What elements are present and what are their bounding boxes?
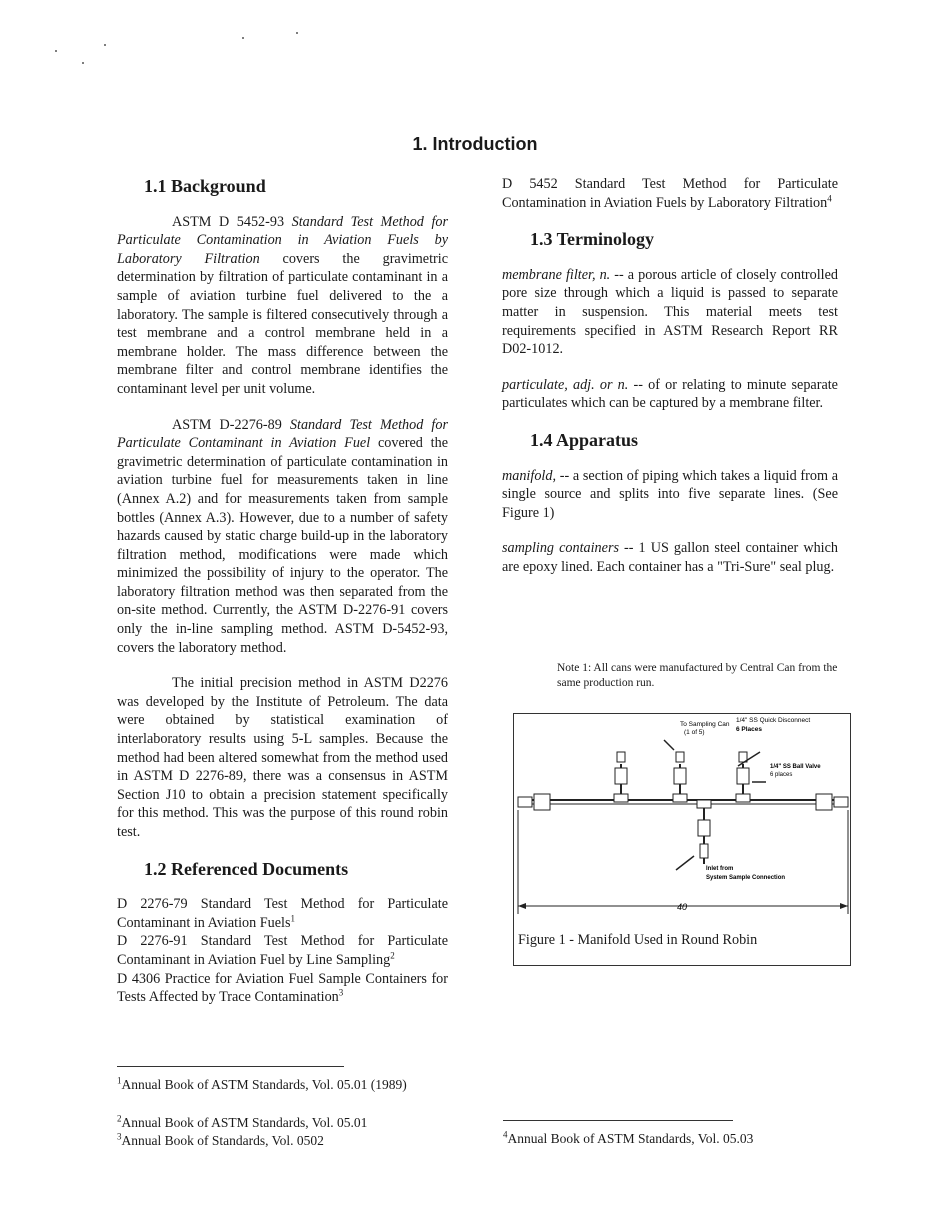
- definition: -- a porous article of closely controlled pore size through which a liquid is passed to separate matter in suspension. This material meets test requirements specified in ASTM Research Report RR D02-1012.: [502, 266, 838, 358]
- label-one-of-five: (1 of 5): [684, 729, 705, 736]
- reference-list: [117, 895, 448, 1007]
- footnote-marker: 4: [827, 192, 832, 203]
- reference-item: [117, 932, 448, 969]
- paragraph-text: covered the gravimetric determination of particulate contamination in aviation turbine fuel for measurements taken in line (Annex A.2) and for measurements taken from sample bottles (Annex A.3). However, due to a number of safety hazards caused by static charge build-up in the laboratory filtration method, modifications were made which minimized the possibility of injury to the operator. The laboratory filtration method was then separated from the on-site method. Currently, the ASTM D-2276-91 covers only the in-line sampling method. ASTM D-5452-93, covers the laboratory method.: [117, 435, 448, 656]
- scan-speck: [242, 37, 244, 39]
- footnote-text: Annual Book of ASTM Standards, Vol. 05.01: [121, 1115, 368, 1130]
- label-disconnect: 1/4" SS Quick Disconnect: [736, 717, 811, 724]
- branch-1: [614, 752, 628, 802]
- ball-valve-right: [816, 794, 832, 810]
- footnote-number: 1: [117, 1075, 122, 1086]
- page-title: 1. Introduction: [412, 134, 538, 154]
- footnote-text: Annual Book of ASTM Standards, Vol. 05.03: [507, 1131, 754, 1146]
- label-inlet: Inlet from: [706, 866, 734, 872]
- note-1: Note 1: All cans were manufactured by Central Can from the same production run.: [557, 662, 838, 689]
- term-sampling-containers: [502, 539, 838, 576]
- scan-speck: [296, 32, 298, 34]
- paragraph-text: covers the gravimetric determination by filtration of particulate contaminant in a sample of aviation turbine fuel delivered to the a laboratory. The sample is filtered consecutively through a test membrane and a control membrane held in a membrane holder. The mass difference between the membrane filter and control membrane identifies the contaminant level per unit volume.: [117, 250, 449, 397]
- arrowhead-icon: [840, 903, 848, 909]
- term-manifold: [502, 467, 838, 523]
- right-column: [502, 175, 838, 577]
- footnote-marker: 1: [290, 913, 296, 924]
- footnote-number: 3: [117, 1131, 122, 1142]
- heading-references: 1.2 Referenced Documents: [144, 858, 349, 879]
- heading-apparatus: 1.4 Apparatus: [530, 429, 639, 450]
- ball-valve-left: [534, 794, 550, 810]
- figure-1: [513, 713, 851, 966]
- scan-speck: [104, 44, 106, 46]
- footnote-number: 4: [503, 1129, 508, 1140]
- term-membrane-filter: [502, 266, 838, 359]
- definition: -- 1 US gallon steel container which are epoxy lined. Each container has a "Tri-Sure" seal plug.: [502, 540, 839, 575]
- standard-title: Standard Test Method for Particulate Contaminant in Aviation Fuel: [117, 416, 448, 452]
- term: particulate, adj. or n.: [502, 376, 629, 393]
- label-ball-valve: 1/4" SS Ball Valve: [770, 764, 821, 770]
- astm-ref: ASTM D 5452-93: [172, 213, 292, 230]
- label-sampling: To Sampling Can: [680, 721, 730, 728]
- term: manifold,: [502, 467, 556, 484]
- reference-text: D 4306 Practice for Aviation Fuel Sample Containers for Tests Affected by Trace Contamination: [117, 970, 448, 1006]
- footnote-number: 2: [117, 1113, 122, 1124]
- figure-caption: Figure 1 - Manifold Used in Round Robin: [518, 932, 758, 948]
- standard-title: Standard Test Method for Particulate Contamination in Aviation Fuels by Laboratory Filtration: [117, 213, 448, 267]
- manifold-diagram: [514, 714, 852, 967]
- footnote-4: [503, 1130, 753, 1148]
- label-six-places: 6 Places: [736, 726, 763, 733]
- paragraph-background-3: The initial precision method in ASTM D2276 was developed by the Institute of Petroleum. The data were obtained by statistical examination of interlaboratory results using 5-L samples. Because the method had been altered somewhat from the method used in ASTM D 2276-89, there was a consensus in ASTM Section J10 to obtain a precision statement specifically for this method. This was the purpose of this round robin test.: [117, 675, 448, 840]
- inlet-line: [697, 800, 711, 864]
- reference-text: D 2276-91 Standard Test Method for Particulate Contaminant in Aviation Fuel by Line Sampling: [117, 933, 448, 968]
- footnote-text: Annual Book of ASTM Standards, Vol. 05.01 (1989): [121, 1077, 407, 1092]
- definition: -- a section of piping which takes a liquid from a single source and splits into five separate lines. (See Figure 1): [502, 467, 838, 521]
- footnote-marker: 2: [390, 950, 395, 961]
- footnote-2: [117, 1114, 367, 1132]
- reference-text: D 5452 Standard Test Method for Particulate Contamination in Aviation Fuels by Laboratory Filtration: [502, 176, 838, 211]
- dimension-label: 40: [677, 902, 688, 912]
- footnote-1: [117, 1076, 448, 1094]
- footnote-marker: 3: [338, 987, 344, 998]
- reference-item: [502, 175, 838, 212]
- quick-disconnect-left: [518, 797, 532, 807]
- arrow-icon: [664, 740, 674, 750]
- label-system: System Sample Connection: [706, 875, 786, 881]
- scan-speck: [82, 62, 84, 64]
- quick-disconnect-right: [834, 797, 848, 807]
- arrowhead-icon: [518, 903, 526, 909]
- paragraph-background-2: [117, 416, 448, 658]
- term: membrane filter, n.: [502, 266, 611, 283]
- heading-terminology: 1.3 Terminology: [530, 229, 655, 250]
- definition: -- of or relating to minute separate particulates which can be captured by a membrane filter.: [502, 376, 838, 412]
- reference-item: [117, 895, 448, 932]
- left-column: [117, 177, 448, 1007]
- label-six-places-2: 6 places: [770, 772, 793, 778]
- astm-ref: ASTM D-2276-89: [172, 416, 290, 433]
- footnote-rule-left: [117, 1066, 344, 1067]
- branch-2: [673, 752, 687, 802]
- reference-text: D 2276-79 Standard Test Method for Particulate Contaminant in Aviation Fuels: [117, 896, 448, 931]
- footnote-3: [117, 1132, 324, 1150]
- reference-item: [117, 970, 448, 1007]
- paragraph-background-1: [117, 213, 448, 399]
- heading-background: 1.1 Background: [144, 176, 266, 196]
- scan-speck: [55, 50, 57, 52]
- arrow-icon: [676, 856, 694, 870]
- term: sampling containers: [502, 540, 619, 557]
- footnote-rule-right: [503, 1120, 733, 1121]
- term-particulate: [502, 376, 838, 413]
- footnote-text: Annual Book of Standards, Vol. 0502: [121, 1133, 324, 1148]
